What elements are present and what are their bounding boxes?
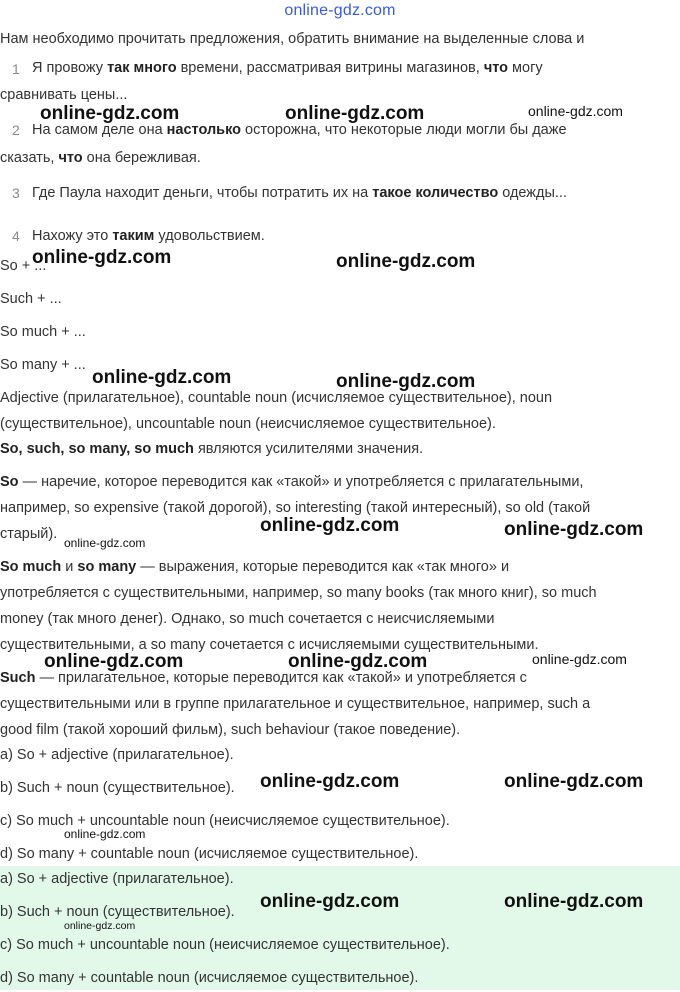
watermark: online-gdz.com: [64, 920, 136, 932]
item-number: 3: [12, 185, 20, 201]
list-item-b: b) Such + noun (существительное).: [0, 780, 235, 796]
item-1-line-2: сравнивать цены...: [0, 87, 128, 103]
so-para-line-3: старый).: [0, 526, 58, 542]
intro-text: Нам необходимо прочитать предложения, обратить внимание на выделенные слова и: [0, 31, 585, 47]
watermark: online-gdz.com: [260, 515, 400, 536]
item-number: 1: [12, 61, 20, 77]
watermark: online-gdz.com: [532, 651, 627, 667]
watermark: online-gdz.com: [64, 536, 146, 550]
watermark: online-gdz.com: [64, 827, 146, 841]
pattern-so: So + ...: [0, 258, 47, 274]
item-1-line-1: Я провожу так много времени, рассматривая витрины магазинов, что могу: [32, 60, 543, 76]
somuch-para-line-4: существительными, а so many сочетается с исчисляемыми существительными.: [0, 637, 539, 653]
intensifiers-line: So, such, so many, so much являются усилителями значения.: [0, 441, 424, 457]
watermark: online-gdz.com: [32, 247, 172, 268]
watermark: online-gdz.com: [336, 251, 476, 272]
watermark: online-gdz.com: [336, 371, 476, 392]
somuch-para-line-2: употребляется с существительными, например, so many books (так много книг), so much: [0, 585, 597, 601]
item-number: 4: [12, 228, 20, 244]
such-para-line-2: существительными или в группе прилагательное и существительное, например, such a: [0, 696, 591, 712]
options-line-2: (существительное), uncountable noun (неисчисляемое существительное).: [0, 416, 496, 432]
pattern-such: Such + ...: [0, 291, 62, 307]
pattern-so-many: So many + ...: [0, 357, 86, 373]
somuch-para-line-1: So much и so many — выражения, которые переводится как «так много» и: [0, 559, 510, 575]
item-2-line-1: На самом деле она настолько осторожна, что некоторые люди могли бы даже: [32, 122, 567, 138]
watermark: online-gdz.com: [44, 651, 184, 672]
such-para-line-1: Such — прилагательное, которые переводится как «такой» и употребляется с: [0, 670, 527, 686]
site-header[interactable]: online-gdz.com: [284, 2, 396, 19]
item-2-line-2: сказать, что она бережливая.: [0, 150, 201, 166]
answer-item-b: b) Such + noun (существительное).: [0, 904, 235, 920]
pattern-so-much: So much + ...: [0, 324, 86, 340]
item-number: 2: [12, 122, 20, 138]
watermark: online-gdz.com: [285, 103, 425, 124]
answer-item-c: c) So much + uncountable noun (неисчисляемое существительное).: [0, 937, 450, 953]
watermark: online-gdz.com: [260, 891, 400, 912]
watermark: online-gdz.com: [504, 771, 644, 792]
answer-item-d: d) So many + countable noun (исчисляемое существительное).: [0, 970, 419, 986]
item-3-line-1: Где Паула находит деньги, чтобы потратить их на такое количество одежды...: [32, 185, 567, 201]
watermark: online-gdz.com: [528, 103, 623, 119]
watermark: online-gdz.com: [260, 771, 400, 792]
somuch-para-line-3: money (так много денег). Однако, so much сочетается с неисчисляемыми: [0, 611, 495, 627]
answer-item-a: a) So + adjective (прилагательное).: [0, 871, 234, 887]
list-item-d: d) So many + countable noun (исчисляемое существительное).: [0, 846, 419, 862]
so-para-line-2: например, so expensive (такой дорогой), so interesting (такой интересный), so old (такой: [0, 500, 591, 516]
list-item-c: c) So much + uncountable noun (неисчисляемое существительное).: [0, 813, 450, 829]
such-para-line-3: good film (такой хороший фильм), such behaviour (такое поведение).: [0, 722, 461, 738]
watermark: online-gdz.com: [92, 367, 232, 388]
options-line-1: Adjective (прилагательное), countable noun (исчисляемое существительное), noun: [0, 390, 553, 406]
watermark: online-gdz.com: [40, 103, 180, 124]
list-item-a: a) So + adjective (прилагательное).: [0, 747, 234, 763]
watermark: online-gdz.com: [504, 519, 644, 540]
watermark: online-gdz.com: [288, 651, 428, 672]
so-para-line-1: So — наречие, которое переводится как «такой» и употребляется с прилагательными,: [0, 474, 584, 490]
watermark: online-gdz.com: [504, 891, 644, 912]
item-4-line-1: Нахожу это таким удовольствием.: [32, 228, 265, 244]
